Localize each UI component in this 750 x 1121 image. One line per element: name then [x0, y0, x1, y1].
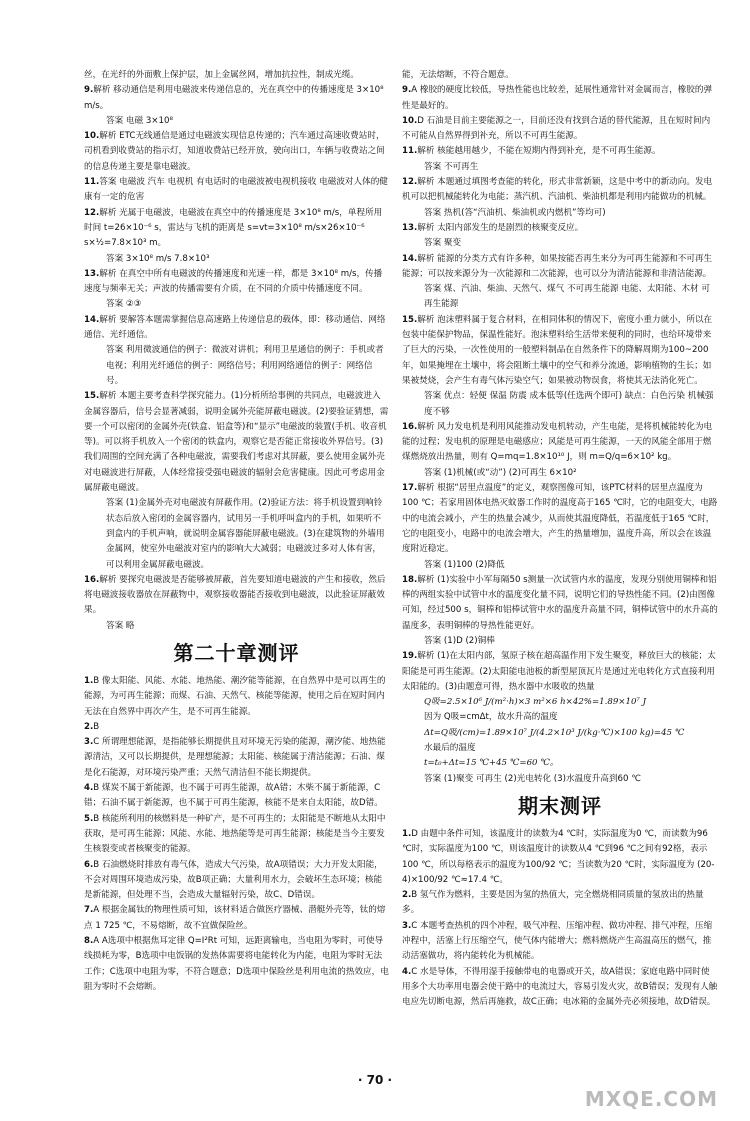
answer-item: [84, 175, 389, 206]
item-text: 解析 移动通信是利用电磁波来传递信息的，光在真空中的传播速度是 3×10⁸ m/s。: [84, 85, 384, 111]
item-text: 解析 能源的分类方式有许多种，如果按能否再生来分为可再生能源和不可再生能源；可以按来源分为一次能源和二次能源，也可以分为清洁能源和非清洁能源。: [402, 253, 713, 279]
item-text: C 本题考查热机的四个冲程，吸气冲程、压缩冲程、做功冲程、排气冲程，压缩冲程中，活塞上行压缩空气，使气体内能增大；燃料燃烧产生高温高压的燃气，推动活塞做功，将内能转化为机械能。: [402, 920, 713, 962]
item-text: Q吸=2.5×10⁶ J/(m²·h)×3 m²×6 h×42%=1.89×10⁷ J: [424, 697, 647, 708]
item-text: 答案 ②③: [106, 299, 142, 310]
item-number: 13.: [84, 268, 100, 279]
item-text: 答案 煤、汽油、柴油、天然气、煤气 不可再生能源 电能、太阳能、木材 可再生能源: [424, 284, 710, 310]
item-text: 解析 要解答本题需掌握信息高速路上传递信息的载体，即：移动通信、网络通信、光纤通信。: [84, 314, 386, 341]
answer-item: [402, 649, 718, 695]
item-number: 14.: [402, 253, 418, 264]
item-number: 2.: [84, 721, 94, 732]
answer-item: [402, 726, 718, 741]
item-text: B 像太阳能、风能、水能、地热能、潮汐能等能源，在自然界中是可以再生的能源，为可再生能源；而煤、石油、天然气、核能等能源，使用之后在短时间内无法在自然界中再次产生，是不可再生能源。: [84, 675, 386, 717]
item-number: 2.: [402, 890, 412, 901]
answer-item: [402, 481, 718, 557]
answer-item: [402, 206, 718, 221]
right2-items: [402, 827, 718, 1011]
item-text: 因为 Q吸=cmΔt，故水升高的温度: [424, 712, 558, 723]
answer-item: [402, 695, 718, 710]
item-number: 10.: [84, 131, 100, 142]
left-column: [84, 68, 389, 995]
item-text: 答案 (1)聚变 可再生 (2)光电转化 (3)水温度升高到60 ℃: [424, 773, 641, 784]
answer-item: [402, 573, 718, 634]
answer-item: [402, 282, 718, 313]
item-text: 解析 太阳内部发生的是剧烈的核聚变反应。: [417, 222, 584, 233]
item-text: 答案 (1)机械(或“动”) (2)可再生 6×10²: [424, 467, 577, 478]
item-text: D 由题中条件可知，该温度计的读数为4 ℃时，实际温度为0 ℃，而读数为96 ℃时，实际温度为100 ℃，则该温度计的读数从4 ℃到96 ℃之间有92格，表示100 ℃，所以每格表示的温度为100/92 ℃；当读数为20 ℃时，实际温度为 (20-4)×100/92 ℃≈17.4 ℃。: [402, 828, 715, 885]
answer-item: [84, 619, 389, 634]
answer-item: [402, 772, 718, 787]
item-text: 答案 (1)金属外壳对电磁波有屏蔽作用。(2)验证方法：将手机设置到响铃状态后放入密闭的金属容器内，试用另一手机呼叫盒内的手机，如果听不到盒内的手机声响，就说明金属容器能屏蔽电磁波。(3)在建筑物的外墙用金属网，使室外电磁波对室内的影响大大减弱；电磁波过多对人体有害，可以利用金属屏蔽电磁波。: [106, 498, 385, 570]
answer-item: [402, 83, 718, 114]
answer-item: [402, 236, 718, 251]
answer-item: [84, 573, 389, 619]
item-text: B 石油燃烧时排放有毒气体，造成大气污染，故A项错误；大力开发太阳能，不会对周围环境造成污染，故B项正确；大量利用水力，会破坏生态环境；核能是新能源，但处理不当，会造成大量辐射污染，故C、D错误。: [84, 859, 383, 901]
item-text: B: [93, 721, 100, 732]
item-text: Δt=Q吸/(cm)=1.89×10⁷ J/(4.2×10³ J/(kg·℃)×100 kg)=45 ℃: [424, 727, 685, 738]
answer-item: [402, 389, 718, 420]
right-column: [402, 68, 718, 1011]
answer-item: [84, 389, 389, 496]
item-text: 答案 利用微波通信的例子：微波对讲机；利用卫星通信的例子：手机或者电视；利用光纤通信的例子：网络信号；利用网络通信的例子：网络信号。: [106, 345, 384, 386]
answer-item: [84, 934, 389, 995]
answer-item: [402, 466, 718, 481]
item-number: 15.: [402, 314, 418, 325]
answer-item: [402, 741, 718, 756]
left2-items: [84, 674, 389, 995]
answer-item: [84, 496, 389, 572]
item-number: 12.: [84, 207, 100, 218]
answer-item: [84, 812, 389, 858]
right-items: [402, 68, 718, 787]
item-text: 解析 核能越用越少，不能在短期内得到补充，是不可再生能源。: [417, 146, 661, 157]
answer-item: [84, 206, 389, 252]
answer-item: [84, 129, 389, 175]
item-text: 答案 优点：轻便 保温 防震 成本低等(任选两个即可) 缺点：白色污染 机械强度不够: [424, 391, 714, 417]
item-number: 9.: [402, 85, 412, 96]
item-text: 解析 ETC无线通信是通过电磁波实现信息传递的；汽车通过高速收费站时，司机看到收费站的指示灯，知道收费站已经开放，驶向出口，车辆与收费站之间的信息传递主要是靠电磁波。: [84, 131, 385, 172]
item-text: 水最后的温度: [424, 743, 476, 754]
item-number: 8.: [84, 936, 94, 947]
item-number: 16.: [84, 574, 100, 585]
answer-item: [402, 888, 718, 919]
item-text: D 石油是目前主要能源之一，目前还没有找到合适的替代能源，且在短时间内不可能从自然界得到补充，所以不可再生能源。: [402, 115, 711, 142]
left-items: [84, 68, 389, 634]
item-text: A 根据金属钛的物理性质可知，该材料适合做医疗器械、潜艇外壳等，钛的熔点 1 725 ℃，不易熔断，故不宜做保险丝。: [84, 905, 386, 931]
item-text: A 橡胶的硬度比较低，导热性能也比较差，延展性通常针对金属而言，橡胶的弹性是最好的。: [402, 85, 713, 111]
answer-item: [402, 144, 718, 159]
answer-item: [402, 558, 718, 573]
item-text: t=t₀+Δt=15 ℃+45 ℃=60 ℃。: [424, 758, 559, 769]
answer-item: [84, 252, 389, 267]
item-text: 答案 略: [106, 620, 135, 631]
item-text: 解析 在真空中所有电磁波的传播速度和光速一样，都是 3×10⁸ m/s，传播速度与频率无关；声波的传播需要有介质，在不同的介质中传播速度不同。: [84, 268, 383, 295]
item-number: 16.: [402, 421, 418, 432]
answer-item: [84, 297, 389, 312]
item-text: 答案 不可再生: [424, 161, 479, 172]
item-text: 答案 (1)100 (2)降低: [424, 559, 505, 570]
item-text: 答案 (1)D (2)铜棒: [424, 635, 495, 646]
answer-item: [84, 858, 389, 904]
item-text: B 核能所利用的核燃料是一种矿产，是不可再生的；太阳能是不断地从太阳中获取，是可再生能源；风能、水能、地热能等是可再生能源；核能是当今主要发生核裂变或者核聚变的能源。: [84, 813, 386, 855]
item-number: 10.: [402, 115, 418, 126]
item-number: 6.: [84, 859, 94, 870]
page-number: · 70 ·: [357, 1072, 393, 1087]
answer-item: [84, 735, 389, 781]
answer-item: [402, 252, 718, 283]
item-text: 解析 (1)在太阳内部，氢原子核在超高温作用下发生聚变，释放巨大的核能；太阳能是可再生能源。(2)太阳能电池板的新型屋顶瓦片是通过光电转化方式直接利用太阳能的。(3)由题意可得，热水器中水吸收的热量: [402, 651, 716, 692]
answer-item: [84, 720, 389, 735]
item-text: 答案 聚变: [424, 238, 462, 249]
answer-item: [84, 313, 389, 344]
answer-item: [84, 674, 389, 720]
answer-item: [402, 710, 718, 725]
item-number: 12.: [402, 177, 418, 188]
item-text: 解析 根据“居里点温度”的定义，观察图像可知，该PTC材料的居里点温度为100 ℃；若家用固体电热灭蚊器工作时的温度高于165 ℃时，它的电阻变大，电路中的电流会减小，产生的热量会减少，从而使其温度降低，若温度低于165 ℃时，它的电阻变小，电路中的电流会增大，产生的热量增加，温度升高，所以会在该温度附近稳定。: [402, 483, 718, 555]
answer-item: [402, 827, 718, 888]
item-number: 13.: [402, 222, 418, 233]
item-number: 4.: [84, 783, 94, 794]
item-text: 解析 光属于电磁波，电磁波在真空中的传播速度是 3×10⁸ m/s，单程所用时间 t=26×10⁻⁶ s，雷达与飞机的距离是 s=vt=3×10⁸ m/s×26×10⁻⁶ s×½=7.8×10³ m。: [84, 207, 383, 249]
answer-item: [84, 267, 389, 298]
item-number: 17.: [402, 483, 418, 494]
answer-item: [402, 114, 718, 145]
answer-item: [84, 903, 389, 934]
item-text: 丝，在光纤的外面敷上保护层，加上金属丝网，增加抗拉性，制成光缆。: [84, 70, 360, 80]
item-number: 5.: [84, 813, 94, 824]
answer-item: [402, 160, 718, 175]
item-text: 解析 要探究电磁波是否能够被屏蔽，首先要知道电磁波的产生和接收，然后将电磁波接收器放在屏蔽物中，观察接收器能否接收到电磁波，以此验证屏蔽效果。: [84, 574, 386, 616]
item-text: C 水是导体，不得用湿手接触带电的电器或开关，故A错误；家庭电路中同时使用多个大功率用电器会使干路中的电流过大，容易引发火灾，故B错误；发现有人触电应先切断电源，然后再施救，故C正确；电冰箱的金属外壳必须接地，故D错误。: [402, 966, 718, 1008]
item-text: 解析 风力发电机是利用风能推动发电机转动，产生电能，是将机械能转化为电能的过程；发电机的原理是电磁感应；风能是可再生能源，一天的风能全部用于燃煤燃烧放出热量，则有 Q=mq=1.8×10¹⁰ J，则 m=Q/q=6×10² kg。: [402, 421, 713, 463]
answer-item: [402, 634, 718, 649]
item-text: 答案 电磁 3×10⁸: [106, 115, 173, 126]
answer-item: [402, 68, 718, 83]
answer-item: [402, 221, 718, 236]
item-text: 解析 本题通过填图考查能的转化，形式非常新颖，这是中考中的新动向。发电机可以把机械能转化为电能；蒸汽机、汽油机、柴油机都是利用内能做功的机械。: [402, 177, 713, 203]
item-number: 9.: [84, 85, 94, 96]
item-number: 11.: [84, 177, 100, 188]
watermark-logo: MXQE.COM: [584, 1086, 718, 1111]
item-number: 4.: [402, 966, 412, 977]
item-text: B 煤炭不属于新能源，也不属于可再生能源，故A错；木柴不属于新能源，C错；石油不属于新能源，也不属于可再生能源，核能不是来自太阳能，故D错。: [84, 783, 383, 809]
item-number: 3.: [402, 920, 412, 931]
item-text: 解析 (1)实验中小军每隔50 s测量一次试管内水的温度，发现分别使用铜棒和铝棒的两组实验中试管中水的温度变化量不同，说明它们的导热性能不同。(2)由图像可知，经过500 s，铜棒和铝棒试管中水的温度升高量不同，铜棒试管中的水升高的温度多，表明铜棒的导热性能更好。: [402, 574, 718, 631]
section-title-chapter20: 第二十章测评: [173, 640, 300, 665]
item-text: 答案 热机(答“汽油机、柴油机或内燃机”等均可): [424, 207, 606, 218]
item-text: 解析 泡沫塑料属于复合材料，在相同体积的情况下，密度小重力就小，所以在包装中能保护物品，保温性能好。泡沫塑料给生活带来便利的同时，也给环境带来了巨大的污染，一次性使用的一般塑料制品在自然条件下的降解周期为100~200年，如果掩埋在土壤中，将会阻断土壤中的空气和养分流通，影响植物的生长；如果被焚烧，会产生有毒气体污染空气；如果被动物误食，将使其无法消化死亡。: [402, 314, 713, 386]
answer-item: [402, 965, 718, 1011]
item-number: 1.: [402, 828, 412, 839]
answer-item: [84, 83, 389, 114]
item-number: 7.: [84, 905, 94, 916]
answer-item: [402, 313, 718, 389]
item-number: 19.: [402, 651, 418, 662]
item-text: A A选项中根据焦耳定律 Q=I²Rt 可知，远距离输电，当电阻为零时，可使导线损耗为零，B选项中电饭锅的发热体需要将电能转化为内能，电阻为零时无法工作；C选项中电阻为零，不符合题意；D选项中保险丝是利用电流的热效应，电阻为零时不会熔断。: [84, 936, 389, 992]
answer-item: [84, 68, 389, 83]
answer-item: [402, 756, 718, 771]
item-number: 18.: [402, 574, 418, 585]
section-title-final: 期末测评: [518, 793, 602, 818]
item-text: 能，无法熔断，不符合题意。: [402, 70, 514, 80]
item-number: 1.: [84, 675, 94, 686]
answer-item: [402, 919, 718, 965]
answer-item: [84, 114, 389, 129]
item-number: 14.: [84, 314, 100, 325]
item-text: 解析 本题主要考查科学探究能力。(1)分析所给事例的共同点，电磁波进入金属容器后，信号会显著减弱，说明金属外壳能屏蔽电磁波。(2)要验证猜想，需要一个可以密闭的金属外壳(铁盒、铝盒等)和“显示”电磁波的装置(手机、收音机等)。可以将手机放入一个密闭的铁盒内，观察它是否能正常接收外界信号。(3)我们周围的空间充满了各种电磁波，需要我们考虑对其屏蔽，要么使用金属外壳对电磁波进行屏蔽，人体经常接受强电磁波的辐射会危害健康。因此可考虑用金属屏蔽电磁波。: [84, 391, 389, 494]
item-number: 15.: [84, 391, 100, 402]
item-text: 答案 电磁波 汽车 电视机 有电话时的电磁波被电视机接收 电磁波对人体的健康有一定的危害: [84, 177, 388, 203]
item-text: C 所谓理想能源，是指能够长期提供且对环境无污染的能源，潮汐能、地热能源清洁，又可以长期提供，是理想能源；太阳能、核能属于清洁能源；石油、煤是化石能源，对环境污染严重；天然气清洁但不能长期提供。: [84, 737, 386, 778]
item-number: 3.: [84, 737, 94, 748]
item-text: 答案 3×10⁸ m/s 7.8×10³: [106, 253, 210, 264]
item-number: 11.: [402, 146, 418, 157]
answer-item: [84, 781, 389, 812]
answer-item: [402, 175, 718, 206]
item-text: B 氢气作为燃料，主要是因为氢的热值大，完全燃烧相同质量的氢放出的热量多。: [402, 890, 704, 916]
answer-item: [402, 420, 718, 466]
answer-item: [84, 343, 389, 389]
